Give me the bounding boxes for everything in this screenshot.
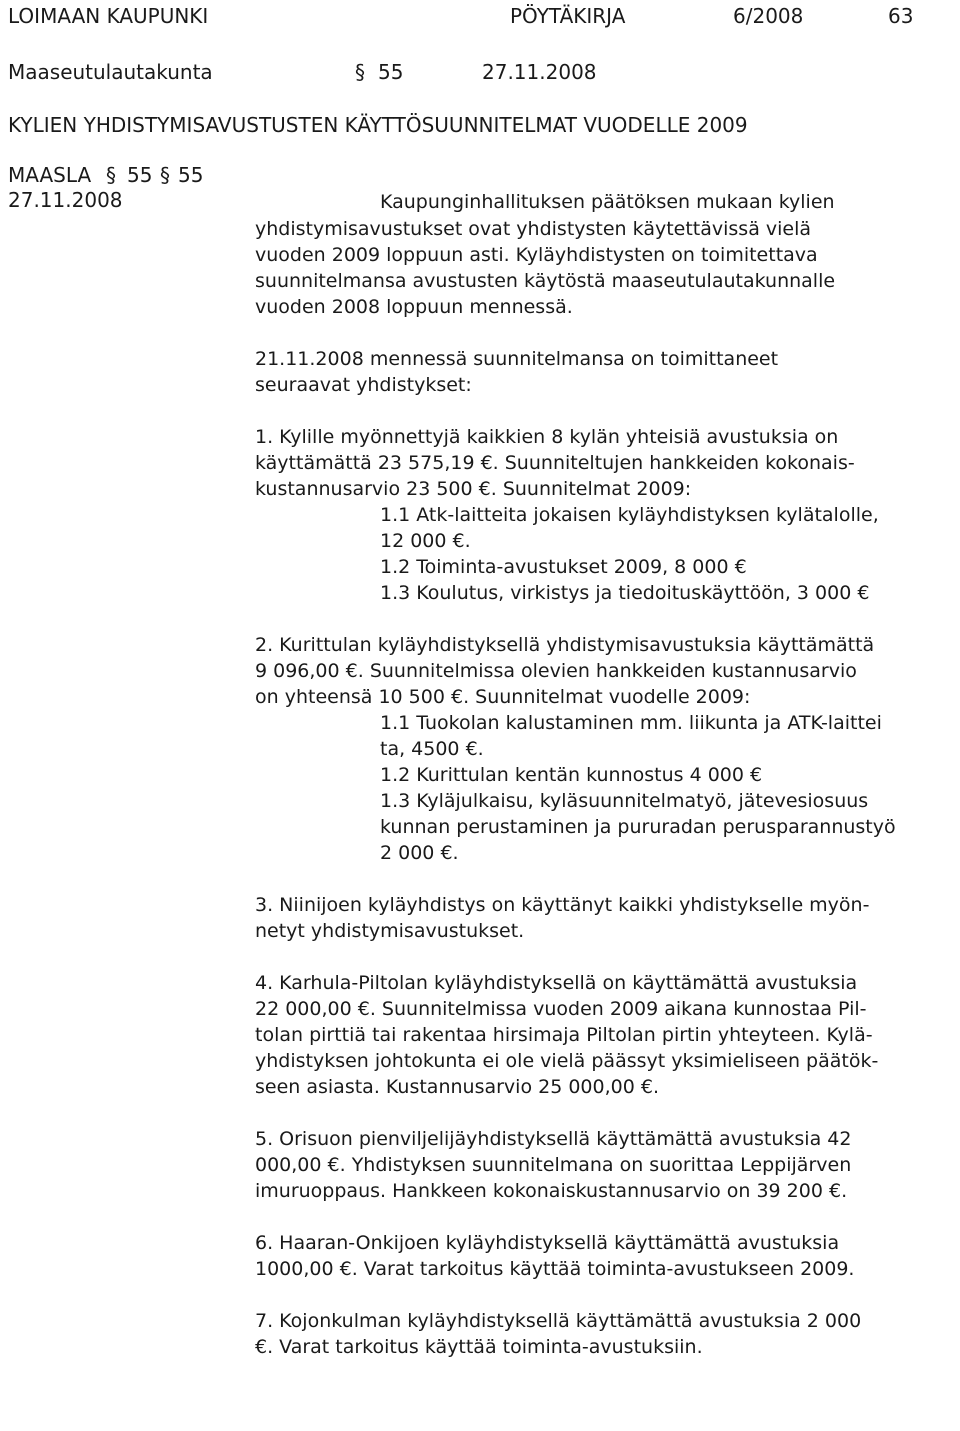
euro-sign: € [480, 452, 493, 474]
list-item: 6. Haaran-Onkijoen kyläyhdistyksellä käyttämättä avustuksia [255, 1232, 840, 1254]
list-item: 9 096,00 €. Suunnitelmissa olevien hankkeiden kustannusarvio [255, 660, 857, 682]
document-title: KYLIEN YHDISTYMISAVUSTUSTEN KÄYTTÖSUUNNITELMAT VUODELLE 2009 [8, 113, 748, 137]
list-item: 4. Karhula-Piltolan kyläyhdistyksellä on käyttämättä avustuksia [255, 972, 858, 994]
section-number: 55 [378, 60, 404, 84]
sub-item: 2 000 €. [380, 842, 459, 864]
body-line: Kaupunginhallituksen päätöksen mukaan kylien [380, 191, 835, 213]
sub-item: 1.3 Koulutus, virkistys ja tiedoituskäyttöön, 3 000 € [380, 582, 870, 604]
sub-item: 1.1 Tuokolan kalustaminen mm. liikunta ja ATK-laittei [380, 712, 882, 734]
list-item: 1000,00 €. Varat tarkoitus käyttää toiminta-avustukseen 2009. [255, 1258, 855, 1280]
sub-item: kunnan perustaminen ja pururadan perusparannustyö [380, 816, 896, 838]
body-line: suunnitelmansa avustusten käytöstä maaseutulautakunnalle [255, 270, 836, 292]
page-number: 63 [888, 4, 914, 28]
municipality-name: LOIMAAN KAUPUNKI [8, 4, 209, 28]
euro-sign: € [339, 1258, 352, 1280]
euro-sign: € [357, 998, 370, 1020]
meeting-date: 27.11.2008 [482, 60, 597, 84]
euro-sign: € [345, 660, 358, 682]
reference-date: 27.11.2008 [8, 188, 123, 212]
section-sign: § [106, 163, 116, 187]
body-line: vuoden 2008 loppuun mennessä. [255, 296, 573, 318]
sub-item: 1.1 Atk-laitteita jokaisen kyläyhdistyksen kylätalolle, [380, 504, 879, 526]
reference-name: MAASLA [8, 163, 92, 187]
section-sign: § [160, 163, 170, 187]
document-type: PÖYTÄKIRJA [510, 4, 626, 28]
list-item: kustannusarvio 23 500 €. Suunnitelmat 2009: [255, 478, 692, 500]
section-sign: § [355, 60, 365, 84]
body-line: 21.11.2008 mennessä suunnitelmansa on toimittaneet [255, 348, 779, 370]
list-item: seen asiasta. Kustannusarvio 25 000,00 €. [255, 1076, 659, 1098]
list-item: 7. Kojonkulman kyläyhdistyksellä käyttämättä avustuksia 2 000 [255, 1310, 862, 1332]
body-line: yhdistymisavustukset ovat yhdistysten käytettävissä vielä [255, 218, 812, 240]
list-item: 000,00 €. Yhdistyksen suunnitelmana on suorittaa Leppijärven [255, 1154, 852, 1176]
list-item: 2. Kurittulan kyläyhdistyksellä yhdistymisavustuksia käyttämättä [255, 634, 875, 656]
euro-sign: € [465, 738, 478, 760]
euro-sign: € [828, 1180, 842, 1202]
list-item: 22 000,00 €. Suunnitelmissa vuoden 2009 aikana kunnostaa Pil- [255, 998, 867, 1020]
list-item: tolan pirttiä tai rakentaa hirsimaja Piltolan pirtin yhteyteen. Kylä- [255, 1024, 873, 1046]
euro-sign: € [750, 764, 763, 786]
list-item: on yhteensä 10 500 €. Suunnitelmat vuodelle 2009: [255, 686, 751, 708]
euro-sign: € [452, 530, 465, 552]
sub-item: 1.2 Toiminta-avustukset 2009, 8 000 € [380, 556, 747, 578]
euro-sign: € [327, 1154, 340, 1176]
euro-sign: € [255, 1336, 268, 1358]
list-item: 1. Kylille myönnettyjä kaikkien 8 kylän yhteisiä avustuksia on [255, 426, 839, 448]
sub-item: 1.2 Kurittulan kentän kunnostus 4 000 € [380, 764, 763, 786]
sub-item: 1.3 Kyläjulkaisu, kyläsuunnitelmatyö, jätevesiosuus [380, 790, 869, 812]
list-item: 5. Orisuon pienviljelijäyhdistyksellä käyttämättä avustuksia 42 [255, 1128, 852, 1150]
euro-sign: € [440, 842, 453, 864]
euro-sign: € [734, 556, 747, 578]
euro-sign: € [640, 1076, 653, 1098]
body-line: vuoden 2009 loppuun asti. Kyläyhdistysten on toimitettava [255, 244, 818, 266]
board-name: Maaseutulautakunta [8, 60, 213, 84]
euro-sign: € [450, 686, 464, 708]
list-item: 3. Niinijoen kyläyhdistys on käyttänyt kaikki yhdistykselle myön- [255, 894, 870, 916]
sub-item: ta, 4500 €. [380, 738, 484, 760]
reference-section: 55 [178, 163, 204, 187]
list-item: yhdistyksen johtokunta ei ole vielä päässyt yksimieliseen päätök- [255, 1050, 879, 1072]
issue-number: 6/2008 [733, 4, 804, 28]
list-item: käyttämättä 23 575,19 €. Suunniteltujen hankkeiden kokonais- [255, 452, 855, 474]
reference-section: 55 [127, 163, 153, 187]
list-item: netyt yhdistymisavustukset. [255, 920, 525, 942]
sub-item: 12 000 €. [380, 530, 471, 552]
body-line: seuraavat yhdistykset: [255, 374, 472, 396]
list-item: €. Varat tarkoitus käyttää toiminta-avustuksiin. [255, 1336, 703, 1358]
list-item: imuruoppaus. Hankkeen kokonaiskustannusarvio on 39 200 €. [255, 1180, 848, 1202]
euro-sign: € [478, 478, 491, 500]
euro-sign: € [857, 582, 870, 604]
